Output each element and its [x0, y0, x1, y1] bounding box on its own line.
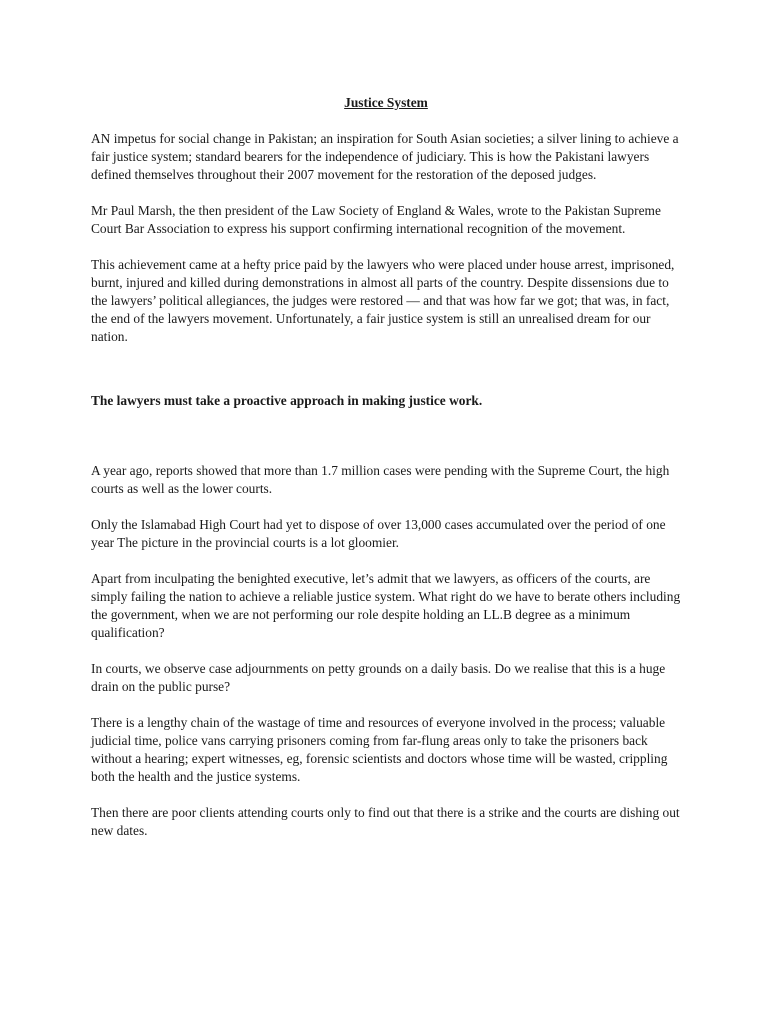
paragraph: A year ago, reports showed that more than 1.7 million cases were pending with the Supreme Court, the high courts as well as the lower courts.	[91, 463, 670, 496]
section-subheading: The lawyers must take a proactive approach in making justice work.	[91, 393, 483, 408]
paragraph: There is a lengthy chain of the wastage of time and resources of everyone involved in the process; valuable judicial time, police vans carrying prisoners coming from far-flung areas only to take the prisoners back without a hearing; expert witnesses, eg, forensic scientists and doctors whose time will be wasted, crippling both the health and the justice systems.	[91, 715, 668, 784]
spacer	[91, 410, 681, 462]
paragraph: Apart from inculpating the benighted executive, let’s admit that we lawyers, as officers of the courts, are simply failing the nation to achieve a reliable justice system. What right do we have to berate others including the government, when we are not performing our role despite holding an LL.B degree as a minimum qualification?	[91, 571, 681, 640]
document-title: Justice System	[344, 95, 428, 110]
paragraph: Then there are poor clients attending courts only to find out that there is a strike and the courts are dishing out new dates.	[91, 805, 680, 838]
paragraph: This achievement came at a hefty price paid by the lawyers who were placed under house arrest, imprisoned, burnt, injured and killed during demonstrations in almost all parts of the country. Despite dissensions due to the lawyers’ political allegiances, the judges were restored — and that was how far we got; that was, in fact, the end of the lawyers movement. Unfortunately, a fair justice system is still an unrealised dream for our nation.	[91, 257, 675, 344]
paragraph: Mr Paul Marsh, the then president of the Law Society of England & Wales, wrote to the Pakistan Supreme Court Bar Association to express his support confirming international recognition of the movement.	[91, 203, 661, 236]
paragraph: AN impetus for social change in Pakistan; an inspiration for South Asian societies; a silver lining to achieve a fair justice system; standard bearers for the independence of judiciary. This is how the Pakistani lawyers defined themselves throughout their 2007 movement for the restoration of the deposed judges.	[91, 131, 679, 182]
paragraph: In courts, we observe case adjournments on petty grounds on a daily basis. Do we realise that this is a huge drain on the public purse?	[91, 661, 666, 694]
document-body	[91, 94, 681, 858]
paragraph: Only the Islamabad High Court had yet to dispose of over 13,000 cases accumulated over the period of one year The picture in the provincial courts is a lot gloomier.	[91, 517, 666, 550]
